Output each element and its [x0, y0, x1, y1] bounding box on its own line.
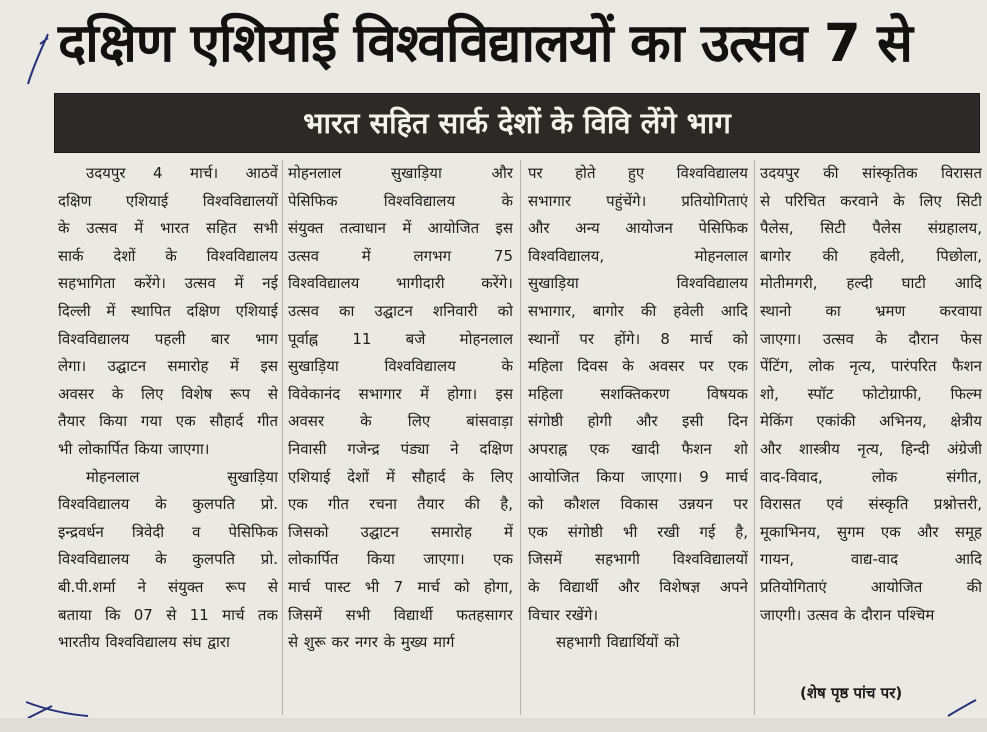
article-line: बागोर की हवेली, पिछोला,: [760, 246, 982, 265]
article-line: विश्वविद्यालय भागीदारी करेंगे।: [288, 274, 513, 293]
article-column-1: [58, 160, 278, 657]
article-line: मार्च पास्ट भी 7 मार्च को होगा,: [288, 577, 513, 596]
article-line: अवसर के लिए विशेष रूप से: [58, 384, 278, 403]
article-line: उत्सव का उद्घाटन शनिवारी को: [288, 301, 513, 320]
article-line: जाएगी। उत्सव के दौरान पश्चिम: [760, 605, 935, 624]
article-line: महिला दिवस के अवसर पर एक: [528, 357, 748, 376]
article-line: विवेकानंद सभागार में होगा। इस: [288, 384, 513, 403]
article-line: प्रतियोगिताएं आयोजित की: [760, 577, 982, 596]
article-line: तैयार किया गया एक सौहार्द गीत: [58, 412, 278, 431]
article-line: वाद-विवाद, लोक संगीत,: [760, 467, 982, 486]
article-line: से परिचित करवाने के लिए सिटी: [760, 191, 982, 210]
article-line: एशियाई देशों में सौहार्द के लिए: [288, 467, 513, 486]
article-line: इन्द्रवर्धन त्रिवेदी व पेसिफिक: [58, 522, 278, 541]
subheadline: भारत सहित सार्क देशों के विवि लेंगे भाग: [303, 106, 731, 140]
pen-mark-icon: [18, 30, 54, 90]
article-line: मोहनलाल सुखाड़िया और: [288, 164, 513, 182]
article-line: पेसिफिक विश्वविद्यालय के: [288, 191, 513, 210]
article-line: निवासी गजेन्द्र पंड्या ने दक्षिण: [288, 439, 513, 458]
article-line: भारतीय विश्वविद्यालय संघ द्वारा: [58, 633, 230, 652]
article-line: सार्क देशों के विश्वविद्यालय: [58, 246, 278, 265]
headline: दक्षिण एशियाई विश्वविद्यालयों का उत्सव 7 से: [58, 13, 913, 74]
article-line: शो, स्पॉट फोटोग्राफी, फिल्म: [760, 384, 982, 403]
article-line: उदयपुर 4 मार्च। आठवें: [86, 164, 278, 182]
article-line: विचार रखेंगे।: [528, 605, 599, 624]
article-line: से शुरू कर नगर के मुख्य मार्ग: [288, 633, 455, 652]
article-line: गायन, वाद्य-वाद आदि: [760, 550, 982, 569]
article-line: भी लोकार्पित किया जाएगा।: [58, 439, 210, 458]
article-line: विश्वविद्यालय के कुलपति प्रो.: [58, 495, 278, 514]
article-line: उत्सव में लगभग 75: [288, 246, 513, 265]
article-body: [0, 160, 987, 720]
article-line: को कौशल विकास उन्नयन पर: [528, 495, 748, 514]
article-line: विश्वविद्यालय पहली बार भाग: [58, 329, 278, 348]
article-line: विश्वविद्यालय के कुलपति प्रो.: [58, 550, 278, 569]
article-line: जिसमें सहभागी विश्वविद्यालयों: [528, 550, 748, 569]
article-line: स्थानों पर होंगे। 8 मार्च को: [528, 329, 748, 348]
article-line: महिला सशक्तिकरण विषयक: [528, 384, 748, 403]
article-line: पर होते हुए विश्वविद्यालय: [528, 164, 748, 182]
article-line: मेकिंग एकांकी अभिनय, क्षेत्रीय: [760, 412, 982, 431]
page-edge: [0, 718, 987, 732]
article-line: अपराह्न एक खादी फैशन शो: [528, 439, 748, 458]
article-line: पैलेस, सिटी पैलेस संग्रहालय,: [760, 219, 982, 238]
article-line: स्थानो का भ्रमण करवाया: [760, 301, 982, 320]
article-line: सहभागिता करेंगे। उत्सव में नई: [58, 274, 278, 293]
pen-tick-icon: [944, 696, 980, 720]
continued-note: (शेष पृष्ठ पांच पर): [800, 684, 903, 702]
article-line: दिल्ली में स्थापित दक्षिण एशियाई: [58, 301, 278, 320]
article-line: सहभागी विद्यार्थियों को: [556, 633, 680, 652]
article-line: पूर्वाह्न 11 बजे मोहनलाल: [288, 329, 513, 348]
article-column-4: [760, 160, 982, 629]
article-line: आयोजित किया जाएगा। 9 मार्च: [528, 467, 748, 486]
article-line: सुखाड़िया विश्वविद्यालय: [528, 274, 748, 293]
article-column-2: [288, 160, 513, 657]
article-line: जिसको उद्घाटन समारोह में: [288, 522, 513, 541]
article-line: उदयपुर की सांस्कृतिक विरासत: [760, 164, 982, 182]
article-line: मोहनलाल सुखाड़िया: [86, 467, 278, 486]
article-line: और अन्य आयोजन पेसिफिक: [528, 219, 748, 238]
article-line: संगोष्ठी होगी और इसी दिन: [528, 412, 748, 431]
article-line: के विद्यार्थी और विशेषज्ञ अपने: [528, 577, 748, 596]
article-line: विरासत एवं संस्कृति प्रश्नोत्तरी,: [760, 495, 982, 514]
article-line: सुखाड़िया विश्वविद्यालय के: [288, 357, 513, 376]
article-line: और शास्त्रीय नृत्य, हिन्दी अंग्रेजी: [760, 439, 982, 458]
article-column-3: [528, 160, 748, 657]
subheadline-banner: [54, 93, 980, 153]
article-line: लोकार्पित किया जाएगा। एक: [288, 550, 513, 569]
article-line: विश्वविद्यालय, मोहनलाल: [528, 246, 748, 265]
article-line: के उत्सव में भारत सहित सभी: [58, 219, 278, 238]
article-line: एक गीत रचना तैयार की है,: [288, 495, 513, 514]
article-line: मोतीमगरी, हल्दी घाटी आदि: [760, 274, 982, 293]
article-line: एक संगोष्ठी भी रखी गई है,: [528, 522, 748, 541]
article-line: लेगा। उद्घाटन समारोह में इस: [58, 357, 278, 376]
article-line: जाएगा। उत्सव के दौरान फेस: [760, 329, 982, 348]
article-line: बी.पी.शर्मा ने संयुक्त रूप से: [58, 577, 278, 596]
article-line: मूकाभिनय, सुगम एक और समूह: [760, 522, 982, 541]
article-line: सभागार पहुंचेंगे। प्रतियोगिताएं: [528, 191, 748, 210]
article-line: बताया कि 07 से 11 मार्च तक: [58, 605, 278, 624]
article-line: पेंटिंग, लोक नृत्य, पारंपरित फैशन: [760, 357, 982, 376]
article-line: जिसमें सभी विद्यार्थी फतहसागर: [288, 605, 513, 624]
article-line: संयुक्त तत्वाधान में आयोजित इस: [288, 219, 513, 238]
article-line: सभागार, बागोर की हवेली आदि: [528, 301, 748, 320]
article-line: दक्षिण एशियाई विश्वविद्यालयों: [58, 191, 278, 210]
article-line: अवसर के लिए बांसवाड़ा: [288, 412, 513, 431]
